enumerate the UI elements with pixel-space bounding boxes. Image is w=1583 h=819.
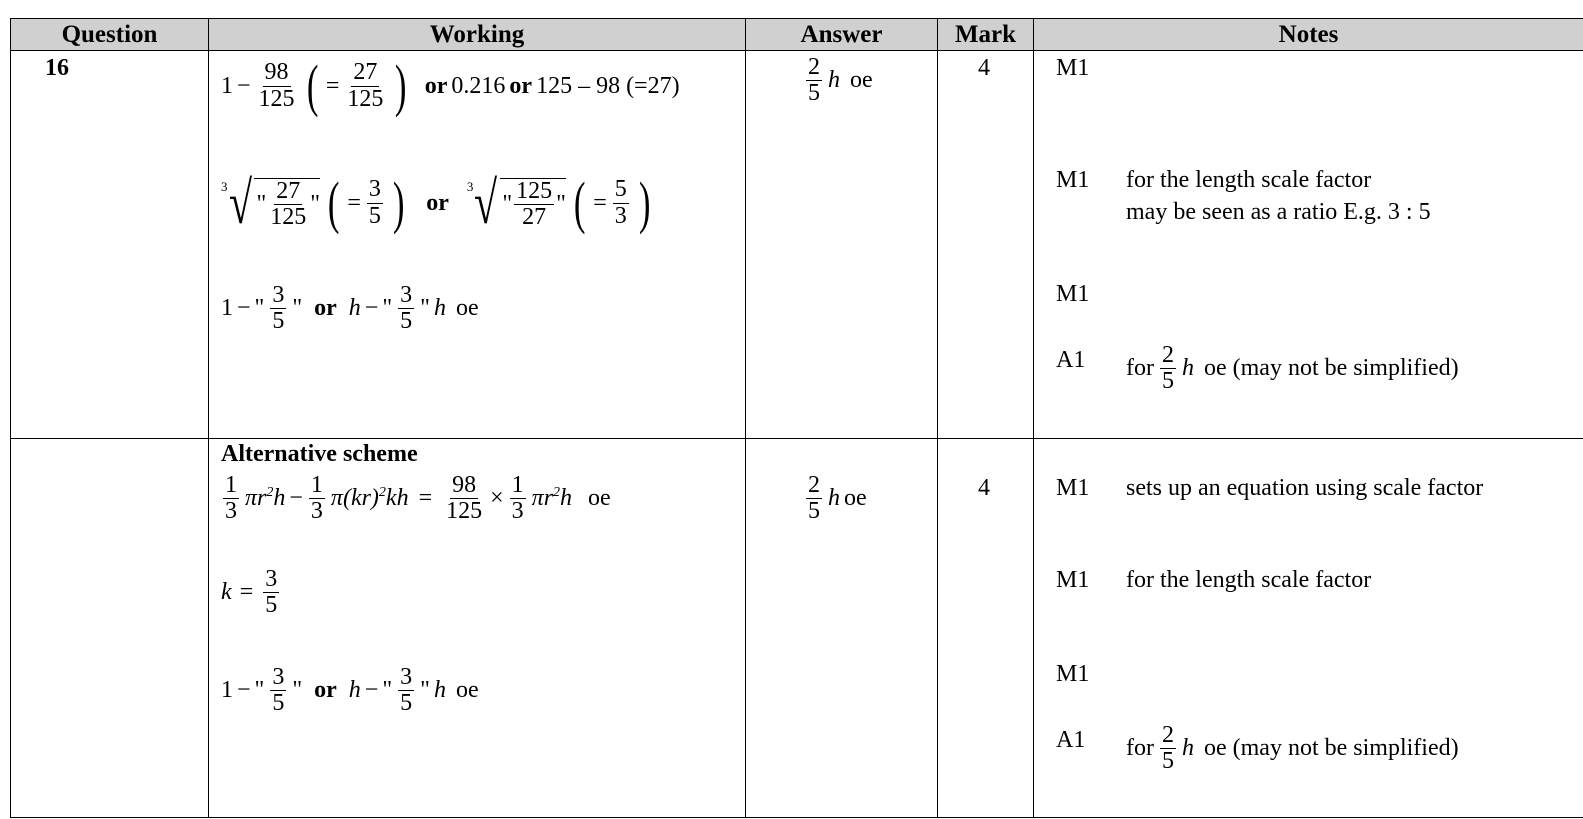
numerator: 3 bbox=[400, 282, 413, 308]
paren: ) bbox=[395, 53, 407, 118]
var-h: h bbox=[1181, 355, 1194, 382]
var-h: h bbox=[828, 485, 840, 512]
oe-text: oe bbox=[588, 485, 611, 512]
op: − bbox=[364, 295, 379, 322]
oe-text: oe bbox=[455, 295, 479, 322]
decimal: 0.216 bbox=[451, 72, 506, 99]
term: h bbox=[560, 485, 573, 512]
or-text: or bbox=[426, 189, 449, 216]
fraction bbox=[613, 177, 629, 228]
fraction bbox=[806, 55, 822, 106]
denominator: 125 bbox=[258, 85, 295, 112]
fraction bbox=[1160, 723, 1176, 774]
numerator: 27 bbox=[276, 177, 301, 204]
var-h: h bbox=[1181, 735, 1194, 762]
denominator: 5 bbox=[808, 80, 820, 107]
note-text: sets up an equation using scale factor bbox=[1126, 475, 1484, 501]
mark-scheme-table bbox=[10, 18, 1583, 818]
numerator: 1 bbox=[225, 472, 237, 498]
or-text: or bbox=[509, 72, 533, 99]
op: − bbox=[237, 72, 251, 99]
note-text: may be seen as a ratio E.g. 3 : 5 bbox=[1126, 199, 1431, 225]
op: × bbox=[490, 485, 504, 512]
fraction bbox=[263, 567, 279, 618]
note-code: M1 bbox=[1056, 567, 1090, 593]
denominator: 5 bbox=[400, 690, 413, 717]
note-code: M1 bbox=[1056, 661, 1090, 687]
op: = bbox=[593, 189, 607, 216]
fraction bbox=[806, 473, 822, 524]
note-post: oe (may not be simplified) bbox=[1203, 735, 1459, 762]
numerator: 98 bbox=[452, 472, 477, 498]
denominator: 5 bbox=[272, 308, 285, 335]
mark-cell bbox=[938, 439, 1034, 818]
note-code: M1 bbox=[1056, 475, 1090, 501]
header-mark: Mark bbox=[938, 19, 1034, 51]
numerator: 2 bbox=[1161, 342, 1174, 368]
numerator: 125 bbox=[516, 177, 553, 204]
table-row bbox=[11, 51, 1583, 439]
numerator: 1 bbox=[310, 472, 323, 498]
answer-cell bbox=[746, 51, 938, 439]
answer-value bbox=[804, 55, 873, 106]
numerator: 3 bbox=[272, 282, 285, 308]
paren: ) bbox=[638, 170, 651, 235]
working-line-2 bbox=[221, 170, 654, 236]
numerator: 2 bbox=[1161, 722, 1174, 748]
fraction bbox=[1160, 343, 1176, 394]
numerator: 27 bbox=[353, 59, 378, 86]
denominator: 27 bbox=[522, 204, 547, 230]
note-text bbox=[1126, 343, 1459, 394]
fraction bbox=[223, 473, 239, 524]
table-row bbox=[11, 439, 1583, 818]
note-text: for the length scale factor bbox=[1126, 167, 1372, 193]
term: h bbox=[273, 485, 286, 512]
working-line-1 bbox=[221, 53, 680, 118]
root-index: 3 bbox=[221, 179, 228, 194]
var-h: h bbox=[433, 295, 446, 322]
mark-value: 4 bbox=[978, 475, 990, 501]
question-number: 16 bbox=[45, 55, 69, 81]
denominator: 5 bbox=[1161, 368, 1174, 395]
term: 1 bbox=[221, 677, 233, 704]
fraction bbox=[444, 473, 484, 524]
header-question: Question bbox=[11, 19, 209, 51]
working-line-2 bbox=[221, 567, 281, 618]
numerator: 2 bbox=[808, 472, 820, 498]
term: kh bbox=[385, 485, 409, 512]
working-line-1 bbox=[221, 473, 611, 524]
denominator: 125 bbox=[270, 204, 307, 230]
var-h: h bbox=[348, 295, 361, 322]
working-cell bbox=[209, 51, 746, 439]
term: π(kr) bbox=[330, 485, 379, 512]
denominator: 125 bbox=[347, 85, 384, 112]
numerator: 2 bbox=[808, 54, 820, 80]
paren: ) bbox=[392, 170, 405, 235]
fraction bbox=[367, 177, 383, 228]
denominator: 3 bbox=[225, 498, 237, 525]
answer-value bbox=[804, 473, 867, 524]
fraction bbox=[270, 283, 286, 334]
numerator: 3 bbox=[272, 664, 285, 690]
numerator: 5 bbox=[614, 176, 627, 203]
denominator: 5 bbox=[808, 498, 820, 525]
subtraction: 125 – 98 (=27) bbox=[536, 72, 680, 99]
numerator: 3 bbox=[400, 664, 413, 690]
mark-cell bbox=[938, 51, 1034, 439]
header-answer: Answer bbox=[746, 19, 938, 51]
note-post: oe (may not be simplified) bbox=[1203, 355, 1459, 382]
note-text bbox=[1126, 723, 1459, 774]
numerator: 3 bbox=[368, 176, 381, 203]
numerator: 3 bbox=[265, 566, 278, 592]
working-line-3: 1 − " $\frac{3}{5}$ " or h − " $\frac{3}{5}$ " h oe bbox=[221, 664, 479, 717]
fraction bbox=[270, 665, 286, 716]
fraction bbox=[309, 473, 325, 524]
denominator: 5 bbox=[1161, 748, 1174, 775]
term: 1 bbox=[221, 295, 233, 322]
var-k: k bbox=[221, 579, 232, 606]
note-code: A1 bbox=[1056, 727, 1086, 753]
header-notes: Notes bbox=[1034, 19, 1583, 51]
note-pre: for bbox=[1126, 735, 1154, 762]
root-index: 3 bbox=[466, 179, 474, 194]
note-code: M1 bbox=[1056, 167, 1090, 193]
or-text: or bbox=[424, 72, 448, 99]
var-h: h bbox=[828, 67, 840, 94]
denominator: 3 bbox=[310, 498, 323, 525]
op: = bbox=[239, 579, 254, 606]
note-text: for the length scale factor bbox=[1126, 567, 1372, 593]
denominator: 5 bbox=[265, 592, 278, 619]
exponent: 2 bbox=[266, 485, 274, 501]
cube-root: 3 √ " $\frac{27}{125}$ " bbox=[221, 170, 321, 236]
denominator: 125 bbox=[446, 498, 483, 525]
question-cell bbox=[11, 439, 209, 818]
op: = bbox=[325, 72, 340, 99]
notes-cell bbox=[1034, 51, 1583, 439]
cube-root: 3 √ " $\frac{125}{27}$ " bbox=[466, 170, 566, 236]
working-line-3: 1 − " $\frac{3}{5}$ " or h − " $\frac{3}{5}$ " h oe bbox=[221, 282, 479, 335]
term: πr bbox=[245, 485, 267, 512]
fraction bbox=[345, 60, 385, 111]
note-code: M1 bbox=[1056, 55, 1090, 81]
op: − bbox=[237, 677, 251, 704]
note-code: M1 bbox=[1056, 281, 1090, 307]
fraction bbox=[257, 60, 297, 111]
oe-text: oe bbox=[850, 67, 873, 94]
op: = bbox=[347, 189, 361, 216]
header-row bbox=[11, 19, 1583, 51]
notes-cell bbox=[1034, 439, 1583, 818]
note-pre: for bbox=[1126, 355, 1154, 382]
numerator: 1 bbox=[511, 472, 524, 498]
denominator: 3 bbox=[614, 202, 627, 229]
denominator: 5 bbox=[272, 690, 285, 717]
or-text: or bbox=[314, 677, 337, 704]
paren: ( bbox=[573, 170, 586, 235]
working-cell bbox=[209, 439, 746, 818]
op: − bbox=[289, 485, 303, 512]
numerator: 98 bbox=[264, 59, 289, 86]
fraction bbox=[510, 473, 526, 524]
oe-text: oe bbox=[455, 677, 479, 704]
fraction bbox=[268, 179, 308, 230]
var-h: h bbox=[433, 677, 446, 704]
header-working: Working bbox=[209, 19, 746, 51]
op: = bbox=[418, 485, 433, 512]
exponent: 2 bbox=[378, 485, 386, 501]
fraction bbox=[398, 283, 414, 334]
alternative-heading: Alternative scheme bbox=[221, 441, 418, 467]
term: 1 bbox=[221, 72, 233, 99]
oe-text: oe bbox=[844, 485, 867, 512]
paren: ( bbox=[306, 53, 319, 118]
note-code: A1 bbox=[1056, 347, 1086, 373]
or-text: or bbox=[314, 295, 337, 322]
answer-cell bbox=[746, 439, 938, 818]
denominator: 3 bbox=[511, 498, 524, 525]
question-cell bbox=[11, 51, 209, 439]
var-h: h bbox=[348, 677, 361, 704]
paren: ( bbox=[327, 170, 340, 235]
mark-scheme-sheet bbox=[10, 18, 1583, 819]
exponent: 2 bbox=[553, 485, 561, 501]
denominator: 5 bbox=[400, 308, 413, 335]
denominator: 5 bbox=[368, 202, 381, 229]
mark-value: 4 bbox=[978, 55, 990, 81]
op: − bbox=[237, 295, 251, 322]
fraction bbox=[514, 179, 554, 230]
op: − bbox=[364, 677, 379, 704]
term: πr bbox=[531, 485, 554, 512]
fraction bbox=[398, 665, 414, 716]
